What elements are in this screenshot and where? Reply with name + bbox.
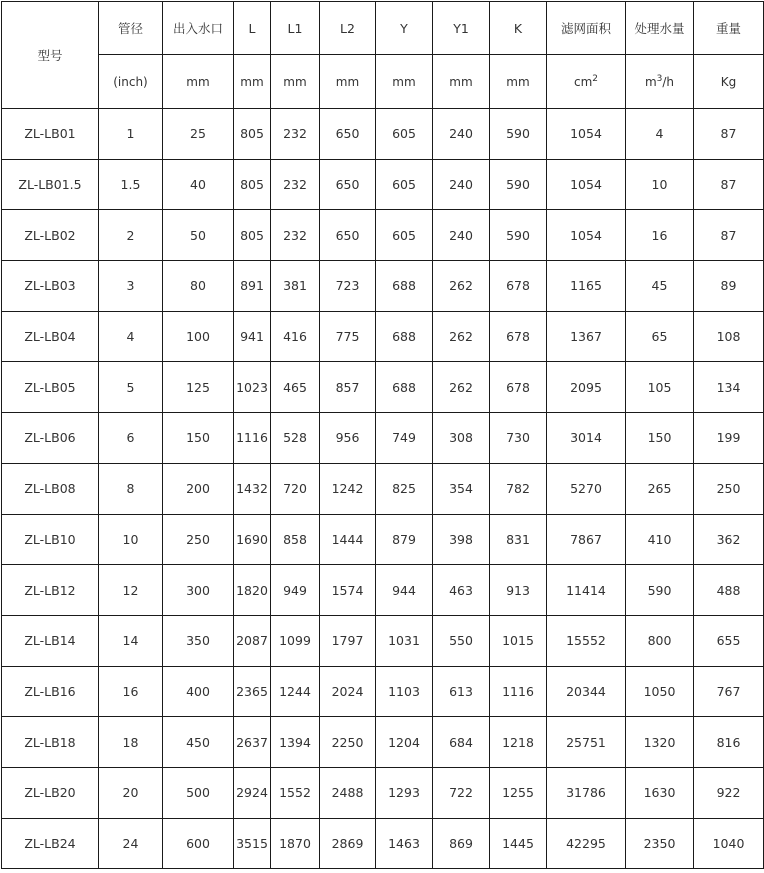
cell-l: 3515 xyxy=(234,818,271,869)
cell-y: 879 xyxy=(376,514,433,565)
cell-inlet-outlet: 50 xyxy=(163,210,234,261)
cell-y: 1103 xyxy=(376,666,433,717)
cell-k: 590 xyxy=(490,210,547,261)
cell-pipe-diameter: 14 xyxy=(99,615,163,666)
table-row xyxy=(2,159,764,210)
cell-y1: 398 xyxy=(433,514,490,565)
cell-model: ZL-LB20 xyxy=(2,767,99,818)
unit-filter-area-base: cm xyxy=(573,74,593,89)
cell-model: ZL-LB02 xyxy=(2,210,99,261)
cell-l1: 381 xyxy=(271,261,320,312)
cell-k: 831 xyxy=(490,514,547,565)
cell-inlet-outlet: 125 xyxy=(163,362,234,413)
cell-weight: 250 xyxy=(694,463,764,514)
cell-y: 605 xyxy=(376,159,433,210)
cell-flow-rate: 16 xyxy=(626,210,694,261)
cell-l: 1690 xyxy=(234,514,271,565)
cell-y1: 613 xyxy=(433,666,490,717)
header-flow-rate: 处理水量 xyxy=(626,2,694,55)
cell-l: 2637 xyxy=(234,717,271,768)
cell-y: 605 xyxy=(376,210,433,261)
cell-filter-area: 11414 xyxy=(547,565,626,616)
cell-model: ZL-LB18 xyxy=(2,717,99,768)
cell-pipe-diameter: 5 xyxy=(99,362,163,413)
cell-filter-area: 1054 xyxy=(547,159,626,210)
cell-l2: 650 xyxy=(320,159,376,210)
header-l1: L1 xyxy=(271,2,320,55)
cell-model: ZL-LB16 xyxy=(2,666,99,717)
cell-k: 1445 xyxy=(490,818,547,869)
cell-filter-area: 42295 xyxy=(547,818,626,869)
cell-filter-area: 3014 xyxy=(547,413,626,464)
cell-model: ZL-LB24 xyxy=(2,818,99,869)
table-row xyxy=(2,666,764,717)
cell-l1: 1552 xyxy=(271,767,320,818)
unit-k: mm xyxy=(490,55,547,109)
cell-y: 688 xyxy=(376,362,433,413)
header-l2: L2 xyxy=(320,2,376,55)
cell-flow-rate: 4 xyxy=(626,109,694,160)
table-row xyxy=(2,514,764,565)
table-body xyxy=(2,109,764,869)
cell-l: 1023 xyxy=(234,362,271,413)
cell-y1: 550 xyxy=(433,615,490,666)
cell-pipe-diameter: 12 xyxy=(99,565,163,616)
cell-k: 730 xyxy=(490,413,547,464)
cell-l1: 232 xyxy=(271,159,320,210)
header-weight: 重量 xyxy=(694,2,764,55)
cell-weight: 488 xyxy=(694,565,764,616)
cell-l1: 1244 xyxy=(271,666,320,717)
cell-l2: 857 xyxy=(320,362,376,413)
cell-l2: 650 xyxy=(320,109,376,160)
cell-model: ZL-LB08 xyxy=(2,463,99,514)
cell-filter-area: 2095 xyxy=(547,362,626,413)
table-row xyxy=(2,362,764,413)
cell-l1: 416 xyxy=(271,311,320,362)
cell-l1: 858 xyxy=(271,514,320,565)
cell-flow-rate: 590 xyxy=(626,565,694,616)
unit-flow-rate xyxy=(626,55,694,109)
cell-weight: 87 xyxy=(694,109,764,160)
header-y1: Y1 xyxy=(433,2,490,55)
cell-flow-rate: 265 xyxy=(626,463,694,514)
unit-weight: Kg xyxy=(694,55,764,109)
unit-l2: mm xyxy=(320,55,376,109)
cell-k: 782 xyxy=(490,463,547,514)
cell-flow-rate: 800 xyxy=(626,615,694,666)
cell-y: 944 xyxy=(376,565,433,616)
cell-k: 1015 xyxy=(490,615,547,666)
cell-inlet-outlet: 100 xyxy=(163,311,234,362)
cell-y1: 722 xyxy=(433,767,490,818)
cell-inlet-outlet: 450 xyxy=(163,717,234,768)
cell-weight: 767 xyxy=(694,666,764,717)
cell-l2: 1797 xyxy=(320,615,376,666)
cell-model: ZL-LB01.5 xyxy=(2,159,99,210)
cell-l2: 1574 xyxy=(320,565,376,616)
cell-filter-area: 1054 xyxy=(547,210,626,261)
cell-l2: 2250 xyxy=(320,717,376,768)
cell-weight: 87 xyxy=(694,210,764,261)
cell-pipe-diameter: 3 xyxy=(99,261,163,312)
cell-y: 688 xyxy=(376,311,433,362)
cell-inlet-outlet: 25 xyxy=(163,109,234,160)
cell-k: 678 xyxy=(490,362,547,413)
cell-filter-area: 15552 xyxy=(547,615,626,666)
cell-l: 805 xyxy=(234,159,271,210)
cell-inlet-outlet: 150 xyxy=(163,413,234,464)
cell-l1: 232 xyxy=(271,109,320,160)
cell-model: ZL-LB01 xyxy=(2,109,99,160)
unit-l1: mm xyxy=(271,55,320,109)
cell-l2: 2869 xyxy=(320,818,376,869)
cell-filter-area: 25751 xyxy=(547,717,626,768)
cell-model: ZL-LB10 xyxy=(2,514,99,565)
cell-inlet-outlet: 500 xyxy=(163,767,234,818)
table-row xyxy=(2,413,764,464)
unit-filter-area xyxy=(547,55,626,109)
cell-flow-rate: 105 xyxy=(626,362,694,413)
cell-weight: 922 xyxy=(694,767,764,818)
cell-inlet-outlet: 200 xyxy=(163,463,234,514)
cell-l1: 720 xyxy=(271,463,320,514)
cell-pipe-diameter: 4 xyxy=(99,311,163,362)
cell-model: ZL-LB04 xyxy=(2,311,99,362)
cell-flow-rate: 1050 xyxy=(626,666,694,717)
cell-pipe-diameter: 18 xyxy=(99,717,163,768)
cell-y1: 463 xyxy=(433,565,490,616)
cell-y1: 262 xyxy=(433,261,490,312)
table-row xyxy=(2,311,764,362)
cell-filter-area: 7867 xyxy=(547,514,626,565)
header-row-units xyxy=(2,55,764,109)
cell-model: ZL-LB03 xyxy=(2,261,99,312)
cell-flow-rate: 2350 xyxy=(626,818,694,869)
cell-model: ZL-LB06 xyxy=(2,413,99,464)
cell-weight: 108 xyxy=(694,311,764,362)
cell-weight: 362 xyxy=(694,514,764,565)
cell-pipe-diameter: 16 xyxy=(99,666,163,717)
cell-y1: 869 xyxy=(433,818,490,869)
table-row xyxy=(2,565,764,616)
cell-y: 605 xyxy=(376,109,433,160)
cell-l1: 1394 xyxy=(271,717,320,768)
cell-l2: 2488 xyxy=(320,767,376,818)
cell-pipe-diameter: 24 xyxy=(99,818,163,869)
cell-flow-rate: 150 xyxy=(626,413,694,464)
header-y: Y xyxy=(376,2,433,55)
cell-flow-rate: 1320 xyxy=(626,717,694,768)
unit-pipe-diameter: (inch) xyxy=(99,55,163,109)
cell-l: 2365 xyxy=(234,666,271,717)
cell-pipe-diameter: 20 xyxy=(99,767,163,818)
cell-y1: 262 xyxy=(433,311,490,362)
cell-pipe-diameter: 6 xyxy=(99,413,163,464)
cell-weight: 655 xyxy=(694,615,764,666)
cell-model: ZL-LB05 xyxy=(2,362,99,413)
cell-inlet-outlet: 40 xyxy=(163,159,234,210)
unit-y1: mm xyxy=(433,55,490,109)
cell-l: 805 xyxy=(234,210,271,261)
unit-l: mm xyxy=(234,55,271,109)
header-row-names xyxy=(2,2,764,55)
header-filter-area: 滤网面积 xyxy=(547,2,626,55)
unit-flow-rate-sup: 3 xyxy=(656,73,663,84)
table-row xyxy=(2,767,764,818)
cell-model: ZL-LB12 xyxy=(2,565,99,616)
cell-pipe-diameter: 1 xyxy=(99,109,163,160)
cell-inlet-outlet: 400 xyxy=(163,666,234,717)
cell-y: 1031 xyxy=(376,615,433,666)
cell-l: 1432 xyxy=(234,463,271,514)
cell-weight: 816 xyxy=(694,717,764,768)
cell-y1: 684 xyxy=(433,717,490,768)
cell-k: 590 xyxy=(490,159,547,210)
cell-y: 1204 xyxy=(376,717,433,768)
cell-l2: 723 xyxy=(320,261,376,312)
cell-filter-area: 1165 xyxy=(547,261,626,312)
cell-inlet-outlet: 250 xyxy=(163,514,234,565)
cell-weight: 199 xyxy=(694,413,764,464)
header-pipe-diameter: 管径 xyxy=(99,2,163,55)
cell-l1: 232 xyxy=(271,210,320,261)
cell-weight: 89 xyxy=(694,261,764,312)
header-l: L xyxy=(234,2,271,55)
cell-k: 1255 xyxy=(490,767,547,818)
cell-pipe-diameter: 1.5 xyxy=(99,159,163,210)
cell-l: 2924 xyxy=(234,767,271,818)
cell-y: 1293 xyxy=(376,767,433,818)
cell-l2: 1444 xyxy=(320,514,376,565)
unit-inlet-outlet: mm xyxy=(163,55,234,109)
cell-k: 1116 xyxy=(490,666,547,717)
cell-l2: 1242 xyxy=(320,463,376,514)
cell-l1: 1870 xyxy=(271,818,320,869)
table-row xyxy=(2,818,764,869)
header-inlet-outlet: 出入水口 xyxy=(163,2,234,55)
cell-y1: 262 xyxy=(433,362,490,413)
cell-y1: 240 xyxy=(433,109,490,160)
cell-y1: 308 xyxy=(433,413,490,464)
cell-inlet-outlet: 350 xyxy=(163,615,234,666)
cell-l1: 949 xyxy=(271,565,320,616)
cell-inlet-outlet: 300 xyxy=(163,565,234,616)
cell-k: 678 xyxy=(490,311,547,362)
unit-flow-rate-rest: /h xyxy=(662,74,675,89)
cell-l1: 465 xyxy=(271,362,320,413)
unit-y: mm xyxy=(376,55,433,109)
cell-y1: 240 xyxy=(433,159,490,210)
cell-inlet-outlet: 80 xyxy=(163,261,234,312)
header-model: 型号 xyxy=(2,2,99,109)
table-row xyxy=(2,261,764,312)
cell-y: 1463 xyxy=(376,818,433,869)
cell-y: 825 xyxy=(376,463,433,514)
cell-filter-area: 1054 xyxy=(547,109,626,160)
cell-l: 1820 xyxy=(234,565,271,616)
cell-inlet-outlet: 600 xyxy=(163,818,234,869)
cell-l1: 528 xyxy=(271,413,320,464)
cell-filter-area: 1367 xyxy=(547,311,626,362)
cell-weight: 87 xyxy=(694,159,764,210)
cell-flow-rate: 410 xyxy=(626,514,694,565)
cell-k: 590 xyxy=(490,109,547,160)
cell-model: ZL-LB14 xyxy=(2,615,99,666)
cell-l: 2087 xyxy=(234,615,271,666)
table-row xyxy=(2,463,764,514)
cell-y1: 354 xyxy=(433,463,490,514)
cell-l: 891 xyxy=(234,261,271,312)
table-row xyxy=(2,717,764,768)
table-row xyxy=(2,109,764,160)
cell-flow-rate: 10 xyxy=(626,159,694,210)
table-row xyxy=(2,615,764,666)
unit-filter-area-sup: 2 xyxy=(592,73,599,84)
cell-l2: 650 xyxy=(320,210,376,261)
cell-y: 749 xyxy=(376,413,433,464)
cell-l2: 775 xyxy=(320,311,376,362)
cell-filter-area: 31786 xyxy=(547,767,626,818)
cell-k: 913 xyxy=(490,565,547,616)
cell-k: 678 xyxy=(490,261,547,312)
cell-l: 941 xyxy=(234,311,271,362)
cell-k: 1218 xyxy=(490,717,547,768)
spec-table xyxy=(1,1,764,869)
cell-weight: 134 xyxy=(694,362,764,413)
cell-filter-area: 5270 xyxy=(547,463,626,514)
cell-flow-rate: 1630 xyxy=(626,767,694,818)
cell-y1: 240 xyxy=(433,210,490,261)
cell-pipe-diameter: 10 xyxy=(99,514,163,565)
table-header xyxy=(2,2,764,109)
cell-filter-area: 20344 xyxy=(547,666,626,717)
cell-flow-rate: 65 xyxy=(626,311,694,362)
cell-l: 1116 xyxy=(234,413,271,464)
unit-flow-rate-base: m xyxy=(644,74,657,89)
header-k: K xyxy=(490,2,547,55)
cell-l: 805 xyxy=(234,109,271,160)
cell-pipe-diameter: 8 xyxy=(99,463,163,514)
cell-y: 688 xyxy=(376,261,433,312)
cell-l2: 2024 xyxy=(320,666,376,717)
cell-flow-rate: 45 xyxy=(626,261,694,312)
cell-l2: 956 xyxy=(320,413,376,464)
cell-pipe-diameter: 2 xyxy=(99,210,163,261)
cell-weight: 1040 xyxy=(694,818,764,869)
cell-l1: 1099 xyxy=(271,615,320,666)
table-row xyxy=(2,210,764,261)
